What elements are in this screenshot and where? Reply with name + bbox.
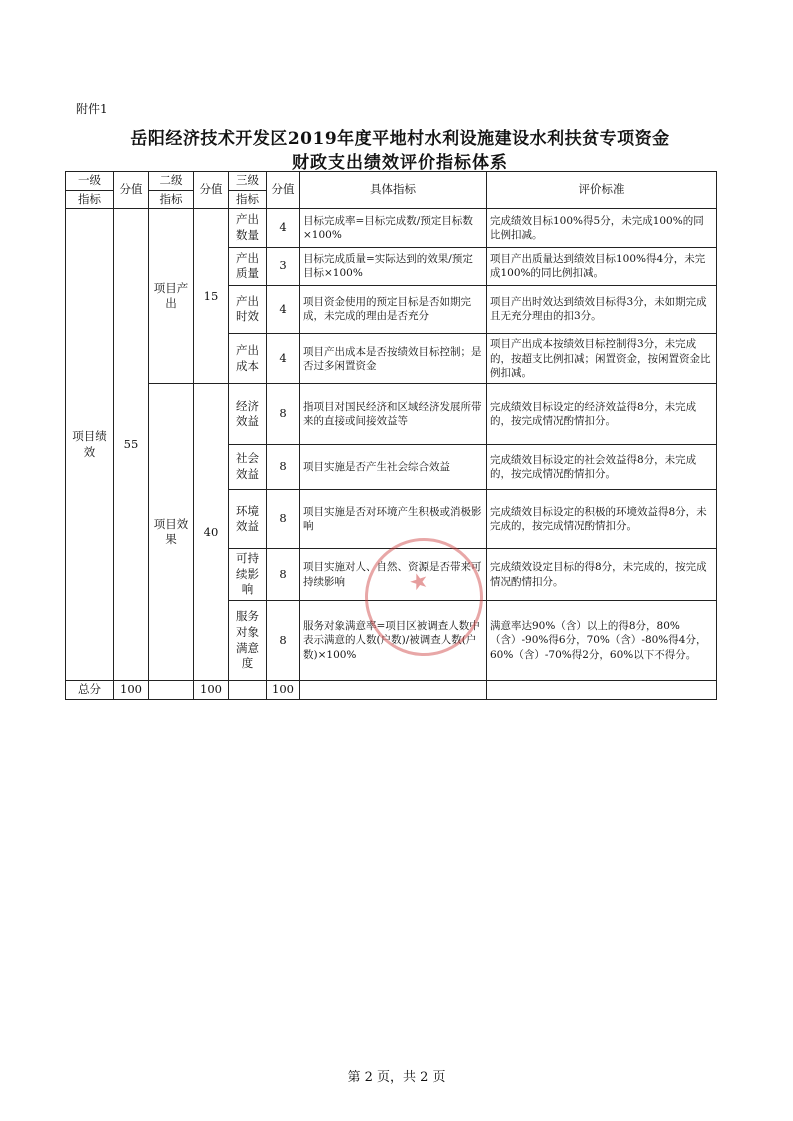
table-row [66, 384, 717, 444]
total-row [66, 681, 717, 700]
level3-name: 产出质量 [229, 247, 267, 285]
indicator-text: 项目资金使用的预定目标是否如期完成，未完成的理由是否充分 [300, 285, 487, 333]
criteria-text: 完成绩效目标设定的积极的环境效益得8分，未完成的，按完成情况酌情扣分。 [487, 490, 717, 549]
total-score2: 100 [194, 681, 229, 700]
level3-score: 4 [267, 209, 300, 247]
header-level3: 三级 [229, 172, 267, 191]
level3-score: 4 [267, 285, 300, 333]
total-empty-cell [229, 681, 267, 700]
level3-score: 3 [267, 247, 300, 285]
indicator-text: 项目产出成本是否按绩效目标控制；是否过多闲置资金 [300, 334, 487, 384]
level3-name: 可持续影响 [229, 549, 267, 600]
level2-score: 40 [194, 384, 229, 681]
level3-score: 8 [267, 549, 300, 600]
header-indicator: 具体指标 [300, 172, 487, 209]
table-row [66, 209, 717, 247]
level3-name: 产出时效 [229, 285, 267, 333]
level3-name: 产出成本 [229, 334, 267, 384]
header-score2: 分值 [194, 172, 229, 209]
criteria-text: 完成绩效目标100%得5分，未完成100%的同比例扣减。 [487, 209, 717, 247]
criteria-text: 完成绩效目标设定的经济效益得8分，未完成的，按完成情况酌情扣分。 [487, 384, 717, 444]
level2-score: 15 [194, 209, 229, 384]
indicator-text: 服务对象满意率=项目区被调查人数中表示满意的人数(户数)/被调查人数(户数)×100% [300, 600, 487, 681]
indicator-text: 项目实施是否产生社会综合效益 [300, 444, 487, 489]
level2-name: 项目产出 [149, 209, 194, 384]
indicator-text: 项目实施对人、自然、资源是否带来可持续影响 [300, 549, 487, 600]
indicator-text: 目标完成率=目标完成数/预定目标数×100% [300, 209, 487, 247]
level3-name: 产出数量 [229, 209, 267, 247]
level2-name: 项目效果 [149, 384, 194, 681]
total-score1: 100 [114, 681, 149, 700]
total-empty-cell [300, 681, 487, 700]
document-title-line2: 财政支出绩效评价指标体系 [292, 153, 508, 173]
level3-name: 社会效益 [229, 444, 267, 489]
total-score3: 100 [267, 681, 300, 700]
indicator-text: 项目实施是否对环境产生积极或消极影响 [300, 490, 487, 549]
total-empty-cell [149, 681, 194, 700]
level3-score: 8 [267, 384, 300, 444]
seal-star-icon: ★ [405, 567, 433, 598]
level3-score: 8 [267, 600, 300, 681]
attachment-label: 附件1 [76, 102, 108, 116]
header-level2-sub: 指标 [149, 190, 194, 209]
page-footer: 第 2 页，共 2 页 [347, 1070, 446, 1085]
criteria-text: 满意率达90%（含）以上的得8分，80%（含）-90%得6分，70%（含）-80%得4分，60%（含）-70%得2分，60%以下不得分。 [487, 600, 717, 681]
total-empty-cell [487, 681, 717, 700]
header-criteria: 评价标准 [487, 172, 717, 209]
level1-score: 55 [114, 209, 149, 681]
indicator-text: 指项目对国民经济和区域经济发展所带来的直接或间接效益等 [300, 384, 487, 444]
criteria-text: 项目产出质量达到绩效目标100%得4分，未完成100%的同比例扣减。 [487, 247, 717, 285]
total-label: 总分 [66, 681, 114, 700]
criteria-text: 完成绩效设定目标的得8分，未完成的，按完成情况酌情扣分。 [487, 549, 717, 600]
level1-name: 项目绩效 [66, 209, 114, 681]
criteria-text: 项目产出时效达到绩效目标得3分，未如期完成且无充分理由的扣3分。 [487, 285, 717, 333]
criteria-text: 完成绩效目标设定的社会效益得8分，未完成的，按完成情况酌情扣分。 [487, 444, 717, 489]
level3-name: 服务对象满意度 [229, 600, 267, 681]
header-row-top [66, 172, 717, 191]
header-score3: 分值 [267, 172, 300, 209]
indicator-text: 目标完成质量=实际达到的效果/预定目标×100% [300, 247, 487, 285]
header-level1-sub: 指标 [66, 190, 114, 209]
level3-score: 8 [267, 444, 300, 489]
header-level3-sub: 指标 [229, 190, 267, 209]
header-level1: 一级 [66, 172, 114, 191]
level3-name: 经济效益 [229, 384, 267, 444]
criteria-text: 项目产出成本按绩效目标控制得3分，未完成的，按超支比例扣减；闲置资金，按闲置资金比例扣减。 [487, 334, 717, 384]
level3-score: 4 [267, 334, 300, 384]
header-score1: 分值 [114, 172, 149, 209]
level3-score: 8 [267, 490, 300, 549]
header-level2: 二级 [149, 172, 194, 191]
level3-name: 环境效益 [229, 490, 267, 549]
document-title-line1: 岳阳经济技术开发区2019年度平地村水利设施建设水利扶贫专项资金 [130, 129, 670, 149]
